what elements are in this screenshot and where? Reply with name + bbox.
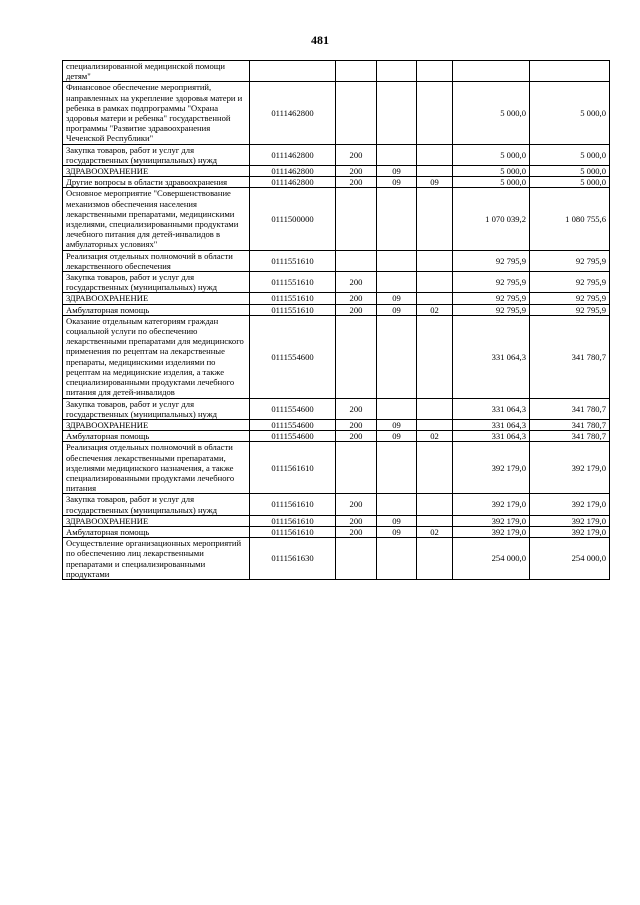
cell-amount-year-1: 392 179,0 xyxy=(453,526,530,537)
cell-amount-year-2: 341 780,7 xyxy=(530,419,610,430)
cell-amount-year-2 xyxy=(530,61,610,82)
cell-section xyxy=(377,315,417,398)
cell-subsection xyxy=(417,398,453,419)
cell-subsection xyxy=(417,188,453,250)
cell-amount-year-2: 341 780,7 xyxy=(530,315,610,398)
cell-section xyxy=(377,272,417,293)
cell-section xyxy=(377,398,417,419)
table-row xyxy=(63,494,610,515)
cell-amount-year-1: 392 179,0 xyxy=(453,494,530,515)
cell-name: ЗДРАВООХРАНЕНИЕ xyxy=(63,515,250,526)
cell-name: ЗДРАВООХРАНЕНИЕ xyxy=(63,293,250,304)
cell-amount-year-1: 331 064,3 xyxy=(453,315,530,398)
cell-amount-year-1: 392 179,0 xyxy=(453,442,530,494)
cell-target-code: 0111551610 xyxy=(250,293,336,304)
table-row xyxy=(63,304,610,315)
cell-amount-year-2: 5 000,0 xyxy=(530,82,610,144)
cell-name: Закупка товаров, работ и услуг для государственных (муниципальных) нужд xyxy=(63,494,250,515)
cell-section: 09 xyxy=(377,177,417,188)
cell-expense-type xyxy=(336,188,377,250)
cell-amount-year-2: 5 000,0 xyxy=(530,144,610,165)
cell-target-code: 0111462800 xyxy=(250,166,336,177)
cell-target-code: 0111561610 xyxy=(250,526,336,537)
cell-expense-type: 200 xyxy=(336,144,377,165)
cell-subsection: 09 xyxy=(417,177,453,188)
cell-amount-year-1: 1 070 039,2 xyxy=(453,188,530,250)
cell-amount-year-2: 392 179,0 xyxy=(530,526,610,537)
cell-amount-year-1: 92 795,9 xyxy=(453,293,530,304)
table-row xyxy=(63,538,610,580)
cell-subsection xyxy=(417,419,453,430)
table-row xyxy=(63,250,610,271)
cell-name: специализированной медицинской помощи детям" xyxy=(63,61,250,82)
cell-target-code: 0111554600 xyxy=(250,315,336,398)
cell-subsection xyxy=(417,515,453,526)
cell-amount-year-1: 5 000,0 xyxy=(453,177,530,188)
cell-name: Закупка товаров, работ и услуг для государственных (муниципальных) нужд xyxy=(63,272,250,293)
table-row xyxy=(63,526,610,537)
cell-subsection xyxy=(417,442,453,494)
cell-expense-type: 200 xyxy=(336,304,377,315)
cell-amount-year-2: 5 000,0 xyxy=(530,166,610,177)
table-row xyxy=(63,515,610,526)
cell-amount-year-1: 331 064,3 xyxy=(453,398,530,419)
cell-subsection xyxy=(417,61,453,82)
cell-subsection xyxy=(417,82,453,144)
cell-expense-type: 200 xyxy=(336,515,377,526)
cell-name: Амбулаторная помощь xyxy=(63,304,250,315)
table-row xyxy=(63,177,610,188)
cell-expense-type: 200 xyxy=(336,398,377,419)
cell-target-code: 0111462800 xyxy=(250,144,336,165)
cell-name: Основное мероприятие "Совершенствование механизмов обеспечения населения лекарственными препаратами, медицинскими изделиями, специализированными продуктами лечебного питания для детей-инвалидов в амбулаторных условиях" xyxy=(63,188,250,250)
cell-name: Реализация отдельных полномочий в области обеспечения лекарственными препаратами, изделиями медицинского назначения, а также специализированными продуктами лечебного питания xyxy=(63,442,250,494)
table-row xyxy=(63,442,610,494)
cell-section xyxy=(377,538,417,580)
cell-amount-year-2: 92 795,9 xyxy=(530,293,610,304)
cell-expense-type: 200 xyxy=(336,293,377,304)
cell-target-code: 0111551610 xyxy=(250,272,336,293)
cell-section: 09 xyxy=(377,431,417,442)
cell-amount-year-1: 392 179,0 xyxy=(453,515,530,526)
cell-subsection xyxy=(417,250,453,271)
cell-section: 09 xyxy=(377,293,417,304)
cell-name: Реализация отдельных полномочий в области лекарственного обеспечения xyxy=(63,250,250,271)
cell-amount-year-1: 92 795,9 xyxy=(453,272,530,293)
cell-section: 09 xyxy=(377,304,417,315)
cell-expense-type xyxy=(336,538,377,580)
table-row xyxy=(63,272,610,293)
cell-section: 09 xyxy=(377,166,417,177)
cell-amount-year-1: 254 000,0 xyxy=(453,538,530,580)
cell-expense-type xyxy=(336,250,377,271)
cell-amount-year-2: 392 179,0 xyxy=(530,442,610,494)
cell-target-code: 0111554600 xyxy=(250,419,336,430)
table-body xyxy=(63,61,610,580)
cell-section: 09 xyxy=(377,526,417,537)
table-row xyxy=(63,82,610,144)
cell-section xyxy=(377,250,417,271)
cell-expense-type xyxy=(336,82,377,144)
table-row xyxy=(63,315,610,398)
cell-subsection xyxy=(417,494,453,515)
cell-target-code: 0111561630 xyxy=(250,538,336,580)
cell-target-code xyxy=(250,61,336,82)
cell-expense-type: 200 xyxy=(336,272,377,293)
cell-amount-year-2: 341 780,7 xyxy=(530,398,610,419)
cell-amount-year-2: 254 000,0 xyxy=(530,538,610,580)
cell-name: Закупка товаров, работ и услуг для государственных (муниципальных) нужд xyxy=(63,144,250,165)
cell-target-code: 0111561610 xyxy=(250,515,336,526)
cell-target-code: 0111462800 xyxy=(250,82,336,144)
table-row xyxy=(63,166,610,177)
cell-name: Амбулаторная помощь xyxy=(63,526,250,537)
cell-target-code: 0111554600 xyxy=(250,431,336,442)
budget-table xyxy=(62,60,610,580)
cell-expense-type: 200 xyxy=(336,166,377,177)
cell-subsection xyxy=(417,272,453,293)
cell-section xyxy=(377,144,417,165)
cell-target-code: 0111500000 xyxy=(250,188,336,250)
cell-amount-year-2: 92 795,9 xyxy=(530,272,610,293)
cell-expense-type: 200 xyxy=(336,177,377,188)
cell-target-code: 0111551610 xyxy=(250,250,336,271)
cell-amount-year-2: 92 795,9 xyxy=(530,304,610,315)
cell-name: Оказание отдельным категориям граждан социальной услуги по обеспечению лекарственными препаратами для медицинского применения по рецептам на лекарственные препараты, медицинскими изделиями по рецептам на медицинские изделия, а также специализированными продуктами лечебного питания для детей-инвалидов xyxy=(63,315,250,398)
table-row xyxy=(63,398,610,419)
cell-amount-year-2: 92 795,9 xyxy=(530,250,610,271)
cell-subsection xyxy=(417,144,453,165)
cell-target-code: 0111561610 xyxy=(250,442,336,494)
cell-amount-year-2: 1 080 755,6 xyxy=(530,188,610,250)
cell-amount-year-2: 392 179,0 xyxy=(530,515,610,526)
cell-subsection xyxy=(417,293,453,304)
cell-name: Другие вопросы в области здравоохранения xyxy=(63,177,250,188)
cell-section xyxy=(377,494,417,515)
cell-amount-year-1: 331 064,3 xyxy=(453,431,530,442)
cell-amount-year-1: 331 064,3 xyxy=(453,419,530,430)
cell-name: ЗДРАВООХРАНЕНИЕ xyxy=(63,419,250,430)
cell-amount-year-1: 5 000,0 xyxy=(453,144,530,165)
cell-subsection: 02 xyxy=(417,304,453,315)
cell-subsection xyxy=(417,166,453,177)
cell-subsection: 02 xyxy=(417,431,453,442)
cell-name: Финансовое обеспечение мероприятий, направленных на укрепление здоровья матери и ребенка в рамках подпрограммы "Охрана здоровья матери и ребенка" государственной программы "Развитие здравоохранения Чеченской Республики" xyxy=(63,82,250,144)
cell-name: Осуществление организационных мероприятий по обеспечению лиц лекарственными препаратами и специализированными продуктами xyxy=(63,538,250,580)
page-number: 481 xyxy=(311,33,329,47)
cell-expense-type xyxy=(336,442,377,494)
cell-section xyxy=(377,82,417,144)
cell-section xyxy=(377,61,417,82)
cell-expense-type xyxy=(336,315,377,398)
cell-amount-year-1: 5 000,0 xyxy=(453,166,530,177)
cell-expense-type: 200 xyxy=(336,494,377,515)
cell-target-code: 0111551610 xyxy=(250,304,336,315)
table-row xyxy=(63,61,610,82)
table-row xyxy=(63,144,610,165)
cell-amount-year-1 xyxy=(453,61,530,82)
cell-section xyxy=(377,442,417,494)
cell-subsection xyxy=(417,538,453,580)
cell-expense-type: 200 xyxy=(336,526,377,537)
cell-target-code: 0111561610 xyxy=(250,494,336,515)
table-row xyxy=(63,419,610,430)
cell-amount-year-2: 392 179,0 xyxy=(530,494,610,515)
cell-amount-year-2: 341 780,7 xyxy=(530,431,610,442)
cell-name: ЗДРАВООХРАНЕНИЕ xyxy=(63,166,250,177)
cell-amount-year-1: 92 795,9 xyxy=(453,304,530,315)
cell-section: 09 xyxy=(377,515,417,526)
cell-expense-type xyxy=(336,61,377,82)
cell-subsection xyxy=(417,315,453,398)
cell-name: Закупка товаров, работ и услуг для государственных (муниципальных) нужд xyxy=(63,398,250,419)
cell-amount-year-2: 5 000,0 xyxy=(530,177,610,188)
cell-expense-type: 200 xyxy=(336,431,377,442)
table-row xyxy=(63,188,610,250)
cell-amount-year-1: 92 795,9 xyxy=(453,250,530,271)
cell-target-code: 0111554600 xyxy=(250,398,336,419)
table-row xyxy=(63,293,610,304)
cell-amount-year-1: 5 000,0 xyxy=(453,82,530,144)
cell-subsection: 02 xyxy=(417,526,453,537)
cell-name: Амбулаторная помощь xyxy=(63,431,250,442)
table-row xyxy=(63,431,610,442)
cell-expense-type: 200 xyxy=(336,419,377,430)
cell-target-code: 0111462800 xyxy=(250,177,336,188)
cell-section xyxy=(377,188,417,250)
cell-section: 09 xyxy=(377,419,417,430)
